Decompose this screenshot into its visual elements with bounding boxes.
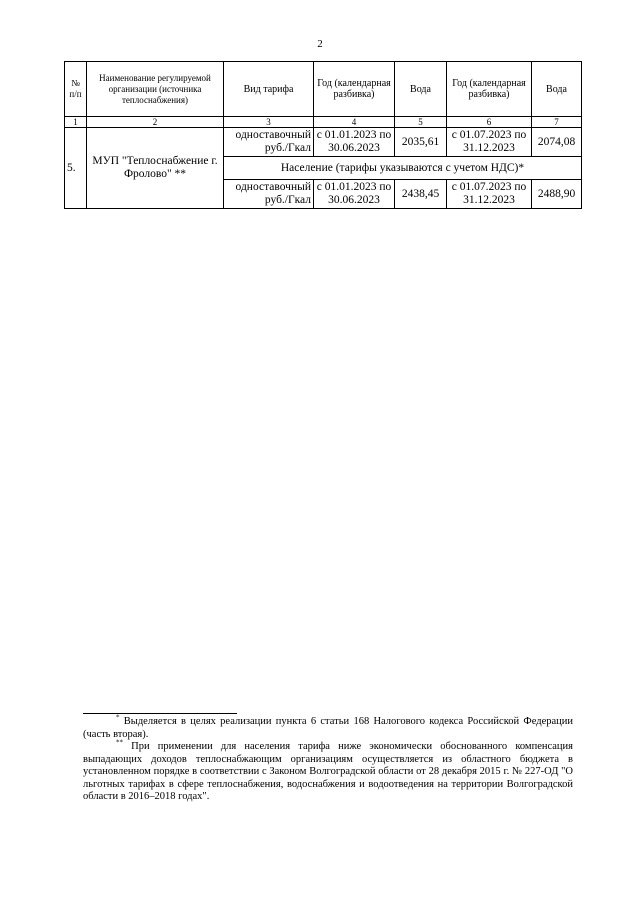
- column-number-row: [65, 117, 582, 128]
- footnote-divider: [83, 713, 237, 714]
- column-number: 6: [447, 117, 532, 128]
- tariff-type: одноставочный руб./Гкал: [224, 128, 314, 157]
- header-num: № п/п: [65, 62, 87, 117]
- footnote-1-mark: *: [116, 713, 120, 722]
- water-value-first-half: 2438,45: [395, 180, 447, 209]
- header-tariff-type: Вид тарифа: [224, 62, 314, 117]
- population-label: Население (тарифы указываются с учетом НДС)*: [224, 157, 582, 180]
- table-header-row: [65, 62, 582, 117]
- column-number: 2: [87, 117, 224, 128]
- column-number: 3: [224, 117, 314, 128]
- page-number: 2: [317, 38, 323, 50]
- tariff-type: одноставочный руб./Гкал: [224, 180, 314, 209]
- footnote-1: [83, 713, 573, 741]
- row-number: 5.: [65, 128, 87, 209]
- header-org: Наименование регулируемой организации (источника теплоснабжения): [87, 62, 224, 117]
- footnote-2-text: При применении для населения тарифа ниже экономически обоснованного компенсация выпадающих доходов теплоснабжающим организациям осуществляется из областного бюджета в установленном порядке в соответствии с Законом Волгоградской области от 28 декабря 2015 г. № 227-ОД "О льготных тарифах в сфере теплоснабжения, водоснабжения и водоотведения на территории Волгоградской области в 2016–2018 годах".: [83, 741, 573, 802]
- water-value-second-half: 2488,90: [532, 180, 582, 209]
- footnote-1-text: Выделяется в целях реализации пункта 6 статьи 168 Налогового кодекса Российской Федерации (часть вторая).: [83, 716, 573, 740]
- column-number: 1: [65, 117, 87, 128]
- table-row: [65, 128, 582, 157]
- water-value-second-half: 2074,08: [532, 128, 582, 157]
- footnote-2-mark: **: [116, 738, 123, 747]
- column-number: 4: [314, 117, 395, 128]
- header-water-1: Вода: [395, 62, 447, 117]
- header-year-1: Год (календарная разбивка): [314, 62, 395, 117]
- column-number: 5: [395, 117, 447, 128]
- header-water-2: Вода: [532, 62, 582, 117]
- period-second-half: с 01.07.2023 по 31.12.2023: [447, 180, 532, 209]
- header-year-2: Год (календарная разбивка): [447, 62, 532, 117]
- period-first-half: с 01.01.2023 по 30.06.2023: [314, 128, 395, 157]
- footnotes: [83, 713, 573, 804]
- period-first-half: с 01.01.2023 по 30.06.2023: [314, 180, 395, 209]
- footnote-2: [83, 738, 573, 804]
- water-value-first-half: 2035,61: [395, 128, 447, 157]
- tariff-table: [64, 61, 582, 209]
- organization-name: МУП "Теплоснабжение г. Фролово" **: [87, 128, 224, 209]
- column-number: 7: [532, 117, 582, 128]
- period-second-half: с 01.07.2023 по 31.12.2023: [447, 128, 532, 157]
